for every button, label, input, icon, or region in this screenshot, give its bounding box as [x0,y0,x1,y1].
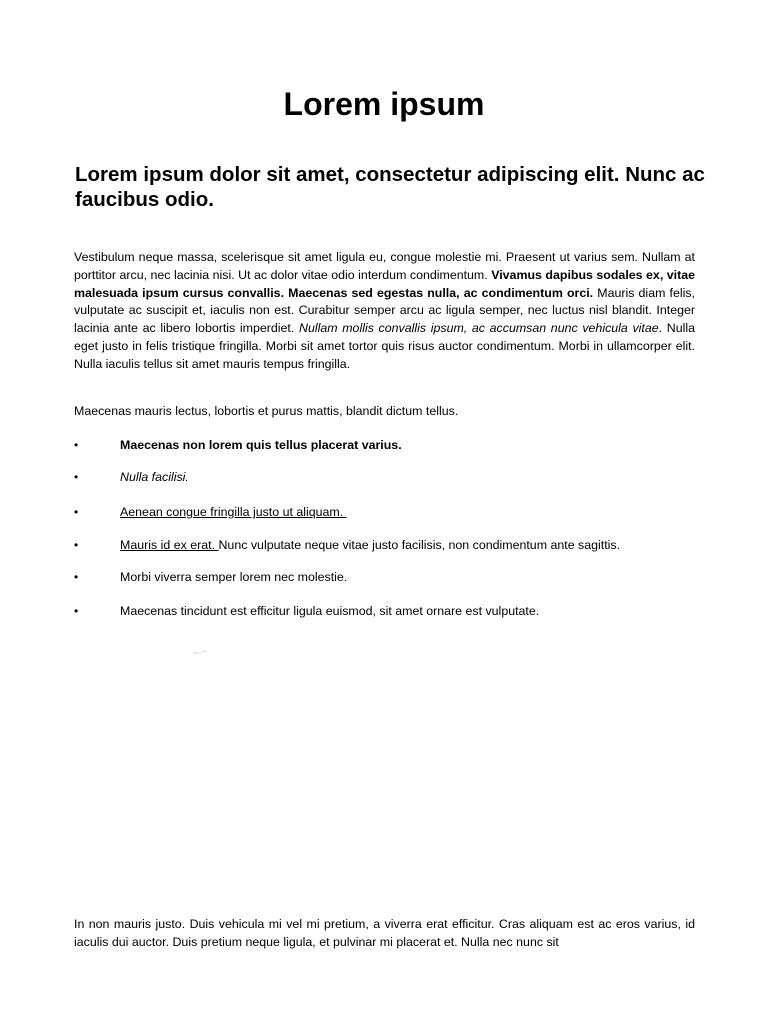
list-item [74,435,714,455]
bullet-icon: • [74,438,79,452]
body-paragraph-3: In non mauris justo. Duis vehicula mi vel mi pretium, a viverra erat efficitur. Cras aliquam est ac eros varius, id iaculis dui auctor. Duis pretium neque ligula, et pulvinar mi placerat et. Nulla nec nunc sit [74,917,695,949]
document-title: Lorem ipsum [283,86,485,122]
bullet-icon: • [74,470,79,484]
list-item-text: Maecenas non lorem quis tellus placerat varius. [120,438,402,452]
list-item [74,502,714,522]
bullet-icon: • [74,604,79,618]
bold-text: Vivamus dapibus sodales ex, vitae malesuada ipsum cursus convallis. Maecenas sed egestas nulla, ac condimentum orci. [74,267,695,300]
bullet-icon: • [74,505,79,519]
list-item [74,467,714,487]
list-item-text: Morbi viverra semper lorem nec molestie. [120,570,348,584]
list-item-text: Maecenas tincidunt est efficitur ligula euismod, sit amet ornare est vulputate. [120,604,540,618]
list-item-text: Nunc vulputate neque vitae justo facilisis, non condimentum ante sagittis. [218,538,621,552]
body-paragraph-2: Maecenas mauris lectus, lobortis et purus mattis, blandit dictum tellus. [74,404,459,418]
paragraph-text: . Nulla eget justo in felis tristique fringilla. Morbi sit amet tortor quis risus auctor condimentum. Morbi in ullamcorper elit. Nulla iaculis tellus sit amet mauris tempus fringilla. [74,321,696,371]
bullet-icon: • [74,570,79,584]
list-item-text [120,535,620,555]
italic-text: Nullam mollis convallis ipsum, ac accumsan nunc vehicula vitae [299,321,659,336]
body-paragraph-1 [74,249,695,374]
underlined-text: Aenean congue fringilla justo ut aliquam. [120,505,347,519]
list-item-text: Nulla facilisi. [120,470,189,484]
bullet-icon: • [74,538,79,552]
paragraph-text: Mauris diam felis, vulputate ac suscipit et, iaculis non est. Curabitur semper arcu ac ligula semper, nec luctus nisl blandit. Integer lacinia ante ac libero lobortis imperdiet. [74,285,695,336]
underlined-link[interactable]: Mauris id ex erat. [120,538,219,552]
list-item [74,601,714,621]
paragraph-text: Vestibulum neque massa, scelerisque sit amet ligula eu, congue molestie mi. Praesent ut varius sem. Nullam at porttitor arcu, nec lacinia nisi. Ut ac dolor vitae odio interdum condimentum. [74,250,695,282]
list-item [74,567,714,587]
document-subtitle: Lorem ipsum dolor sit amet, consectetur adipiscing elit. Nunc ac faucibus odio. [75,163,705,211]
list-item [74,535,714,555]
stray-mark [193,651,207,654]
